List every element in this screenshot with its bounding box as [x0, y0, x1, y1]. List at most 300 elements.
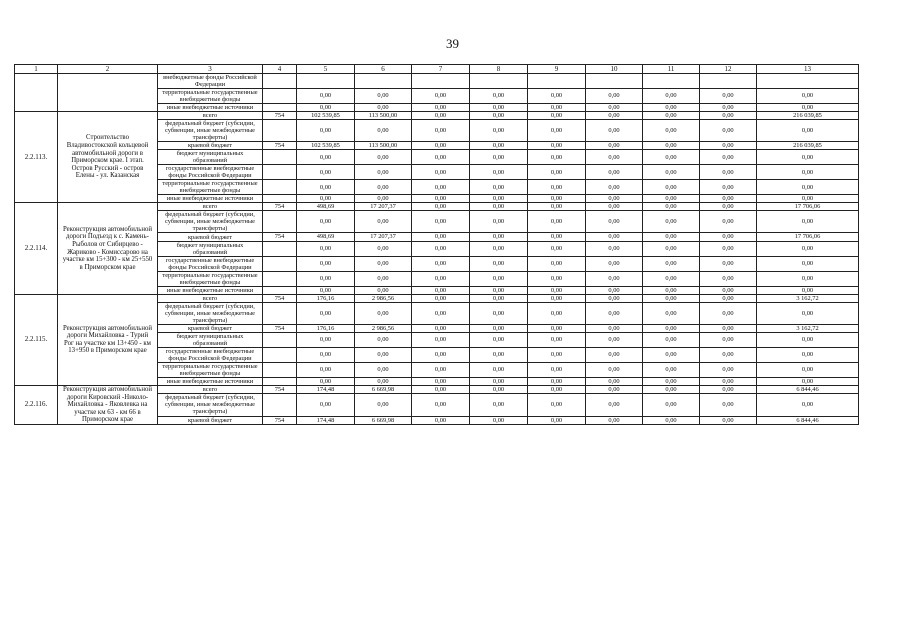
- project-name: Строительство Владивостокской кольцевой автомобильной дороги в Приморском крае. I этап. Остров Русский - остров Елены - ул. Казанская: [58, 112, 158, 203]
- value-cell: 0,00: [757, 104, 859, 112]
- value-cell: 0,00: [470, 104, 528, 112]
- table-row: [15, 294, 859, 302]
- funding-source: бюджет муниципальных образований: [158, 332, 263, 347]
- value-cell: 0,00: [700, 180, 757, 195]
- value-cell: 174,48: [297, 385, 355, 393]
- project-name: Реконструкция автомобильной дороги Подъезд к с. Камень-Рыболов от Сибирцево - Жариково - Комиссарово на участке км 15+300 - км 25+550 в Приморском крае: [58, 203, 158, 294]
- value-cell: 0,00: [643, 377, 700, 385]
- column-header: 12: [700, 65, 757, 74]
- column-header: 3: [158, 65, 263, 74]
- value-cell: 17 706,06: [757, 233, 859, 241]
- value-cell: 0,00: [700, 256, 757, 271]
- value-cell: [263, 256, 297, 271]
- value-cell: 0,00: [757, 211, 859, 233]
- value-cell: 0,00: [700, 416, 757, 424]
- value-cell: 0,00: [586, 120, 643, 142]
- value-cell: 0,00: [643, 302, 700, 324]
- value-cell: 102 539,85: [297, 112, 355, 120]
- value-cell: 0,00: [297, 362, 355, 377]
- value-cell: 0,00: [700, 377, 757, 385]
- value-cell: 216 039,85: [757, 142, 859, 150]
- value-cell: 0,00: [643, 112, 700, 120]
- value-cell: 0,00: [643, 211, 700, 233]
- value-cell: 174,48: [297, 416, 355, 424]
- value-cell: 0,00: [297, 241, 355, 256]
- funding-source: краевой бюджет: [158, 324, 263, 332]
- value-cell: 6 669,98: [355, 416, 412, 424]
- value-cell: 0,00: [355, 256, 412, 271]
- value-cell: 0,00: [700, 294, 757, 302]
- value-cell: 0,00: [297, 165, 355, 180]
- value-cell: 0,00: [757, 362, 859, 377]
- value-cell: 0,00: [700, 195, 757, 203]
- value-cell: 113 500,00: [355, 112, 412, 120]
- value-cell: 0,00: [586, 362, 643, 377]
- value-cell: 0,00: [643, 256, 700, 271]
- value-cell: 0,00: [528, 332, 586, 347]
- value-cell: 0,00: [470, 302, 528, 324]
- value-cell: 0,00: [355, 195, 412, 203]
- funding-source: иные внебюджетные источники: [158, 377, 263, 385]
- value-cell: 0,00: [700, 211, 757, 233]
- value-cell: 0,00: [297, 286, 355, 294]
- value-cell: 0,00: [528, 165, 586, 180]
- value-cell: 0,00: [757, 241, 859, 256]
- value-cell: 0,00: [700, 112, 757, 120]
- value-cell: [263, 74, 297, 89]
- value-cell: 754: [263, 385, 297, 393]
- funding-source: иные внебюджетные источники: [158, 286, 263, 294]
- funding-source: территориальные государственные внебюджетные фонды: [158, 180, 263, 195]
- value-cell: 0,00: [643, 241, 700, 256]
- value-cell: 0,00: [297, 120, 355, 142]
- value-cell: 0,00: [700, 165, 757, 180]
- value-cell: 0,00: [412, 385, 470, 393]
- funding-source: всего: [158, 385, 263, 393]
- value-cell: 0,00: [757, 286, 859, 294]
- value-cell: 176,16: [297, 324, 355, 332]
- funding-source: краевой бюджет: [158, 142, 263, 150]
- value-cell: 0,00: [470, 347, 528, 362]
- value-cell: 0,00: [470, 241, 528, 256]
- funding-source: иные внебюджетные источники: [158, 195, 263, 203]
- value-cell: [263, 347, 297, 362]
- value-cell: 0,00: [412, 211, 470, 233]
- value-cell: 0,00: [700, 241, 757, 256]
- value-cell: 0,00: [412, 142, 470, 150]
- value-cell: 0,00: [700, 271, 757, 286]
- value-cell: 0,00: [757, 180, 859, 195]
- value-cell: 0,00: [586, 195, 643, 203]
- table-row: [15, 203, 859, 211]
- funding-source: территориальные государственные внебюджетные фонды: [158, 271, 263, 286]
- value-cell: 0,00: [586, 142, 643, 150]
- value-cell: 754: [263, 233, 297, 241]
- value-cell: 0,00: [643, 324, 700, 332]
- value-cell: 0,00: [528, 241, 586, 256]
- value-cell: 17 207,37: [355, 233, 412, 241]
- value-cell: [643, 74, 700, 89]
- value-cell: 0,00: [470, 233, 528, 241]
- budget-table: [14, 64, 859, 425]
- value-cell: 0,00: [528, 120, 586, 142]
- value-cell: 0,00: [643, 195, 700, 203]
- value-cell: 0,00: [412, 302, 470, 324]
- value-cell: 0,00: [412, 347, 470, 362]
- value-cell: 0,00: [700, 150, 757, 165]
- value-cell: 0,00: [643, 233, 700, 241]
- funding-source: федеральный бюджет (субсидии, субвенции, иные межбюджетные трансферты): [158, 120, 263, 142]
- value-cell: 0,00: [700, 332, 757, 347]
- value-cell: 0,00: [355, 271, 412, 286]
- value-cell: 0,00: [470, 165, 528, 180]
- value-cell: [412, 74, 470, 89]
- value-cell: 0,00: [586, 347, 643, 362]
- value-cell: 0,00: [700, 362, 757, 377]
- funding-source: всего: [158, 294, 263, 302]
- value-cell: 0,00: [757, 256, 859, 271]
- value-cell: 0,00: [297, 256, 355, 271]
- project-code: 2.2.116.: [15, 385, 58, 424]
- value-cell: 0,00: [757, 165, 859, 180]
- value-cell: 0,00: [412, 89, 470, 104]
- value-cell: [470, 74, 528, 89]
- value-cell: 0,00: [355, 332, 412, 347]
- value-cell: 0,00: [470, 211, 528, 233]
- value-cell: 0,00: [757, 89, 859, 104]
- value-cell: 0,00: [643, 416, 700, 424]
- funding-source: бюджет муниципальных образований: [158, 150, 263, 165]
- value-cell: 0,00: [643, 142, 700, 150]
- value-cell: 0,00: [355, 120, 412, 142]
- value-cell: 0,00: [470, 294, 528, 302]
- value-cell: 102 539,85: [297, 142, 355, 150]
- value-cell: 0,00: [586, 394, 643, 416]
- value-cell: 0,00: [412, 165, 470, 180]
- value-cell: 0,00: [643, 294, 700, 302]
- value-cell: 0,00: [470, 89, 528, 104]
- table-row: [15, 385, 859, 393]
- value-cell: 0,00: [700, 104, 757, 112]
- value-cell: 0,00: [355, 347, 412, 362]
- value-cell: 0,00: [757, 394, 859, 416]
- value-cell: 0,00: [757, 195, 859, 203]
- value-cell: 0,00: [528, 203, 586, 211]
- value-cell: 0,00: [700, 302, 757, 324]
- value-cell: [263, 332, 297, 347]
- funding-source: государственные внебюджетные фонды Российской Федерации: [158, 256, 263, 271]
- value-cell: 0,00: [528, 294, 586, 302]
- value-cell: 0,00: [297, 302, 355, 324]
- value-cell: 0,00: [586, 89, 643, 104]
- value-cell: 0,00: [355, 89, 412, 104]
- value-cell: 0,00: [297, 150, 355, 165]
- project-code: 2.2.113.: [15, 112, 58, 203]
- value-cell: 0,00: [528, 416, 586, 424]
- table-row: [15, 112, 859, 120]
- value-cell: 0,00: [586, 294, 643, 302]
- value-cell: 0,00: [528, 362, 586, 377]
- value-cell: 17 207,37: [355, 203, 412, 211]
- value-cell: 0,00: [297, 271, 355, 286]
- value-cell: 0,00: [643, 203, 700, 211]
- value-cell: 0,00: [757, 271, 859, 286]
- value-cell: 0,00: [643, 150, 700, 165]
- value-cell: 0,00: [643, 120, 700, 142]
- value-cell: [263, 89, 297, 104]
- value-cell: 0,00: [470, 203, 528, 211]
- funding-source: федеральный бюджет (субсидии, субвенции, иные межбюджетные трансферты): [158, 211, 263, 233]
- value-cell: 0,00: [643, 104, 700, 112]
- value-cell: 0,00: [586, 416, 643, 424]
- value-cell: 0,00: [355, 150, 412, 165]
- value-cell: [263, 180, 297, 195]
- funding-source: территориальные государственные внебюджетные фонды: [158, 89, 263, 104]
- value-cell: 0,00: [757, 332, 859, 347]
- value-cell: 0,00: [586, 385, 643, 393]
- funding-source: бюджет муниципальных образований: [158, 241, 263, 256]
- value-cell: 0,00: [412, 294, 470, 302]
- value-cell: [263, 394, 297, 416]
- value-cell: 0,00: [586, 377, 643, 385]
- funding-source: внебюджетные фонды Российской Федерации: [158, 74, 263, 89]
- value-cell: 0,00: [470, 332, 528, 347]
- value-cell: 0,00: [586, 241, 643, 256]
- value-cell: 0,00: [355, 377, 412, 385]
- value-cell: 0,00: [586, 302, 643, 324]
- funding-source: краевой бюджет: [158, 233, 263, 241]
- funding-source: территориальные государственные внебюджетные фонды: [158, 362, 263, 377]
- value-cell: 0,00: [412, 377, 470, 385]
- value-cell: 0,00: [412, 286, 470, 294]
- value-cell: [586, 74, 643, 89]
- value-cell: [263, 150, 297, 165]
- value-cell: 0,00: [470, 150, 528, 165]
- value-cell: 0,00: [700, 142, 757, 150]
- value-cell: 0,00: [355, 302, 412, 324]
- value-cell: 0,00: [355, 211, 412, 233]
- value-cell: 6 669,98: [355, 385, 412, 393]
- value-cell: 0,00: [412, 150, 470, 165]
- value-cell: 754: [263, 294, 297, 302]
- value-cell: 0,00: [528, 195, 586, 203]
- value-cell: 0,00: [297, 180, 355, 195]
- value-cell: 3 162,72: [757, 294, 859, 302]
- value-cell: [263, 286, 297, 294]
- value-cell: 0,00: [297, 104, 355, 112]
- value-cell: 0,00: [470, 377, 528, 385]
- value-cell: [263, 104, 297, 112]
- project-name: Реконструкция автомобильной дороги Кировский -Николо-Михайловка - Яковлевка на участке км 63 - км 66 в Приморском крае: [58, 385, 158, 424]
- column-header: 4: [263, 65, 297, 74]
- value-cell: 0,00: [757, 377, 859, 385]
- funding-source: федеральный бюджет (субсидии, субвенции, иные межбюджетные трансферты): [158, 394, 263, 416]
- value-cell: 0,00: [586, 112, 643, 120]
- value-cell: 17 706,06: [757, 203, 859, 211]
- value-cell: 0,00: [586, 203, 643, 211]
- value-cell: 0,00: [412, 416, 470, 424]
- value-cell: 0,00: [412, 256, 470, 271]
- value-cell: 498,69: [297, 203, 355, 211]
- value-cell: 2 986,56: [355, 294, 412, 302]
- value-cell: [263, 211, 297, 233]
- value-cell: 0,00: [412, 112, 470, 120]
- column-header: 8: [470, 65, 528, 74]
- column-header: 5: [297, 65, 355, 74]
- project-name-empty: [58, 74, 158, 112]
- value-cell: [263, 377, 297, 385]
- project-code-empty: [15, 74, 58, 112]
- value-cell: 754: [263, 203, 297, 211]
- value-cell: 0,00: [528, 324, 586, 332]
- value-cell: 0,00: [355, 180, 412, 195]
- value-cell: 0,00: [412, 233, 470, 241]
- value-cell: 0,00: [700, 120, 757, 142]
- value-cell: 0,00: [412, 271, 470, 286]
- value-cell: 498,69: [297, 233, 355, 241]
- value-cell: [757, 74, 859, 89]
- value-cell: 0,00: [528, 385, 586, 393]
- value-cell: 0,00: [586, 324, 643, 332]
- value-cell: 0,00: [700, 324, 757, 332]
- value-cell: [263, 120, 297, 142]
- value-cell: 0,00: [586, 104, 643, 112]
- value-cell: [263, 195, 297, 203]
- value-cell: 0,00: [700, 233, 757, 241]
- value-cell: 0,00: [412, 195, 470, 203]
- value-cell: 0,00: [528, 104, 586, 112]
- funding-source: государственные внебюджетные фонды Российской Федерации: [158, 347, 263, 362]
- value-cell: 0,00: [643, 385, 700, 393]
- value-cell: 0,00: [355, 104, 412, 112]
- value-cell: 0,00: [355, 286, 412, 294]
- funding-source: краевой бюджет: [158, 416, 263, 424]
- value-cell: 0,00: [528, 347, 586, 362]
- value-cell: 0,00: [297, 377, 355, 385]
- value-cell: 0,00: [528, 377, 586, 385]
- value-cell: 0,00: [412, 180, 470, 195]
- value-cell: 0,00: [528, 150, 586, 165]
- table-row: [15, 74, 859, 89]
- table-body: [15, 65, 859, 425]
- value-cell: 0,00: [586, 332, 643, 347]
- column-header: 7: [412, 65, 470, 74]
- value-cell: 0,00: [355, 394, 412, 416]
- value-cell: [263, 271, 297, 286]
- value-cell: 0,00: [297, 195, 355, 203]
- value-cell: 0,00: [470, 142, 528, 150]
- value-cell: 754: [263, 112, 297, 120]
- value-cell: 0,00: [528, 286, 586, 294]
- value-cell: 0,00: [700, 385, 757, 393]
- value-cell: 0,00: [528, 256, 586, 271]
- value-cell: 0,00: [297, 332, 355, 347]
- value-cell: 754: [263, 416, 297, 424]
- value-cell: 754: [263, 142, 297, 150]
- value-cell: 0,00: [586, 211, 643, 233]
- value-cell: 0,00: [643, 271, 700, 286]
- column-header: 11: [643, 65, 700, 74]
- value-cell: 0,00: [355, 362, 412, 377]
- value-cell: 0,00: [757, 302, 859, 324]
- value-cell: 0,00: [586, 150, 643, 165]
- value-cell: 0,00: [528, 302, 586, 324]
- funding-source: всего: [158, 203, 263, 211]
- value-cell: 176,16: [297, 294, 355, 302]
- value-cell: 0,00: [412, 241, 470, 256]
- value-cell: 0,00: [700, 286, 757, 294]
- value-cell: 0,00: [700, 394, 757, 416]
- value-cell: 0,00: [586, 286, 643, 294]
- value-cell: [297, 74, 355, 89]
- value-cell: 0,00: [470, 271, 528, 286]
- header-row: [15, 65, 859, 74]
- value-cell: 0,00: [470, 256, 528, 271]
- value-cell: 0,00: [643, 394, 700, 416]
- value-cell: 0,00: [643, 165, 700, 180]
- value-cell: [263, 165, 297, 180]
- value-cell: [355, 74, 412, 89]
- funding-source: государственные внебюджетные фонды Российской Федерации: [158, 165, 263, 180]
- value-cell: 0,00: [528, 180, 586, 195]
- value-cell: [263, 362, 297, 377]
- value-cell: 113 500,00: [355, 142, 412, 150]
- column-header: 2: [58, 65, 158, 74]
- value-cell: 0,00: [297, 394, 355, 416]
- value-cell: 0,00: [470, 195, 528, 203]
- column-header: 9: [528, 65, 586, 74]
- value-cell: 0,00: [528, 211, 586, 233]
- value-cell: 0,00: [643, 180, 700, 195]
- column-header: 6: [355, 65, 412, 74]
- funding-source: всего: [158, 112, 263, 120]
- value-cell: [263, 241, 297, 256]
- value-cell: 0,00: [470, 120, 528, 142]
- page-number: 39: [446, 36, 459, 51]
- value-cell: 0,00: [470, 394, 528, 416]
- value-cell: 6 844,46: [757, 416, 859, 424]
- value-cell: 0,00: [470, 385, 528, 393]
- value-cell: 0,00: [412, 104, 470, 112]
- value-cell: 0,00: [528, 142, 586, 150]
- value-cell: 0,00: [757, 120, 859, 142]
- value-cell: 754: [263, 324, 297, 332]
- value-cell: 0,00: [470, 180, 528, 195]
- column-header: 1: [15, 65, 58, 74]
- value-cell: 0,00: [757, 347, 859, 362]
- value-cell: 0,00: [412, 120, 470, 142]
- value-cell: 0,00: [643, 347, 700, 362]
- value-cell: 0,00: [355, 165, 412, 180]
- value-cell: 0,00: [470, 362, 528, 377]
- column-header: 10: [586, 65, 643, 74]
- column-header: 13: [757, 65, 859, 74]
- value-cell: 0,00: [412, 332, 470, 347]
- value-cell: 0,00: [470, 324, 528, 332]
- funding-source: федеральный бюджет (субсидии, субвенции, иные межбюджетные трансферты): [158, 302, 263, 324]
- value-cell: 0,00: [643, 89, 700, 104]
- value-cell: 3 162,72: [757, 324, 859, 332]
- value-cell: 0,00: [700, 89, 757, 104]
- value-cell: 0,00: [643, 332, 700, 347]
- value-cell: 0,00: [528, 233, 586, 241]
- value-cell: 2 986,56: [355, 324, 412, 332]
- value-cell: 0,00: [700, 203, 757, 211]
- value-cell: 0,00: [412, 362, 470, 377]
- value-cell: 0,00: [470, 286, 528, 294]
- project-code: 2.2.114.: [15, 203, 58, 294]
- value-cell: 0,00: [470, 112, 528, 120]
